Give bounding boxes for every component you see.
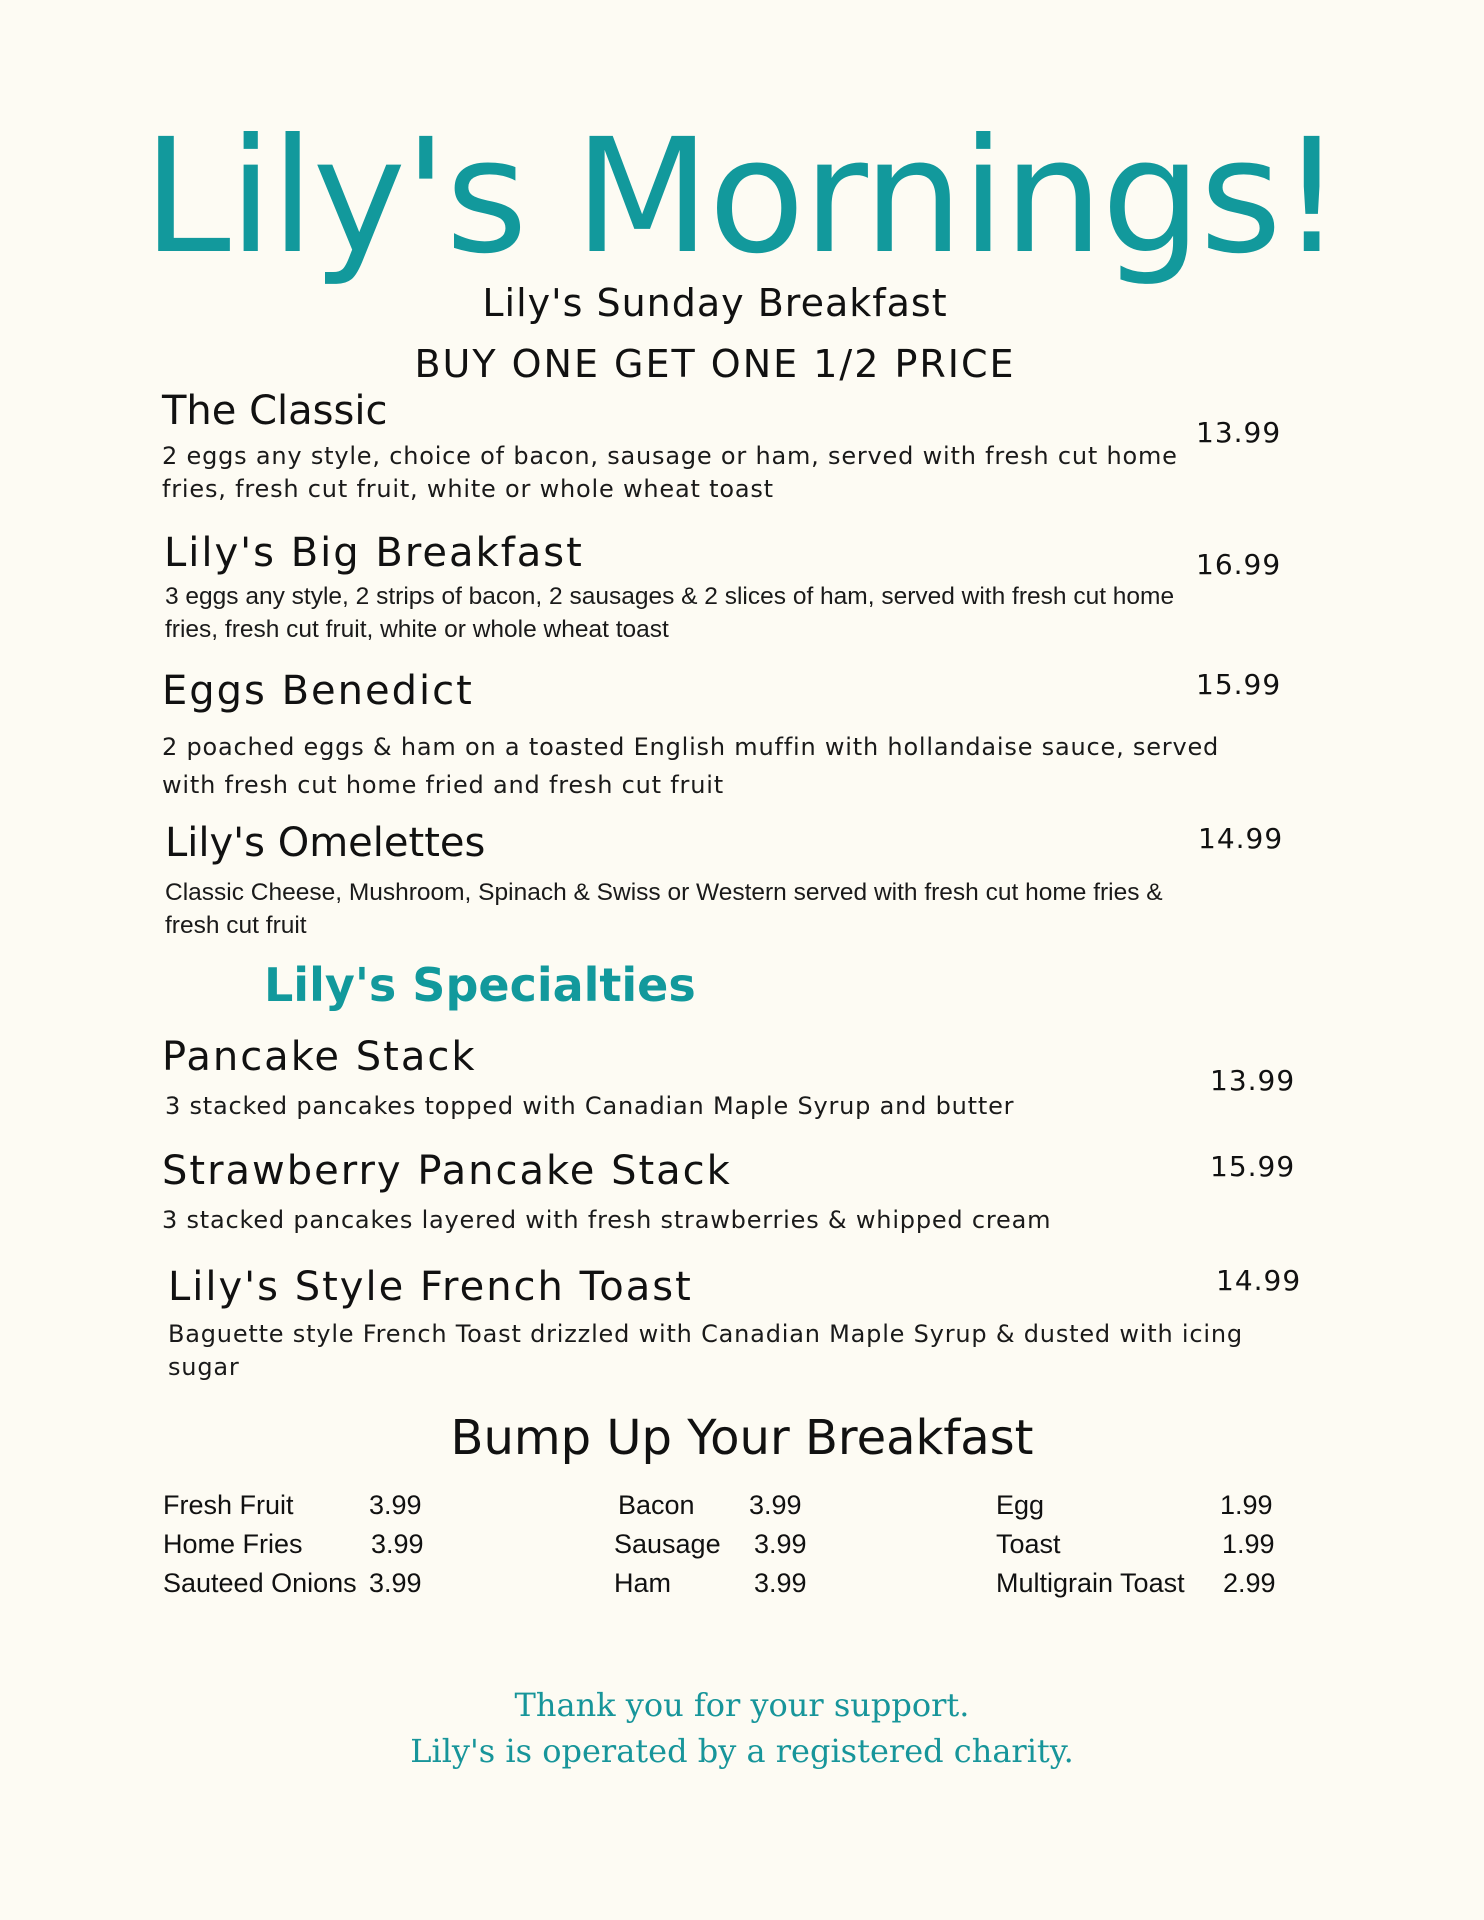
- charity-note: Lily's is operated by a registered charity.: [410, 1732, 1074, 1770]
- item-name: Lily's Big Breakfast: [164, 530, 584, 576]
- extra-item-name: Multigrain Toast: [996, 1568, 1185, 1598]
- extra-item-name: Egg: [996, 1490, 1045, 1520]
- item-name: Eggs Benedict: [162, 668, 474, 714]
- item-price: 16.99: [1196, 548, 1282, 581]
- item-description: 3 stacked pancakes topped with Canadian Maple Syrup and butter: [165, 1092, 1015, 1120]
- item-name: Lily's Omelettes: [165, 820, 486, 866]
- extra-item-name: Ham: [614, 1568, 672, 1598]
- item-description: Classic Cheese, Mushroom, Spinach & Swiss or Western served with fresh cut home fries & fresh cut fruit: [165, 879, 1163, 939]
- item-price: 14.99: [1216, 1264, 1302, 1297]
- extra-item-name: Bacon: [618, 1490, 695, 1520]
- item-name: Pancake Stack: [162, 1034, 477, 1080]
- extra-item-price: 1.99: [1220, 1490, 1273, 1520]
- item-name: The Classic: [162, 388, 388, 434]
- item-description: 2 poached eggs & ham on a toasted English muffin with hollandaise sauce, served with fresh cut home fried and fresh cut fruit: [162, 733, 1220, 799]
- item-description: 3 stacked pancakes layered with fresh strawberries & whipped cream: [162, 1206, 1052, 1234]
- item-price: 15.99: [1196, 668, 1282, 701]
- item-price: 13.99: [1210, 1064, 1296, 1097]
- menu-subtitle: Lily's Sunday Breakfast: [482, 281, 948, 325]
- promo-text: BUY ONE GET ONE 1/2 PRICE: [414, 342, 1016, 386]
- menu-title: Lily's Mornings!: [142, 105, 1342, 289]
- extra-item-price: 3.99: [371, 1529, 424, 1559]
- item-description: 2 eggs any style, choice of bacon, sausage or ham, served with fresh cut home fries, fresh cut fruit, white or whole wheat toast: [162, 442, 1178, 503]
- extra-item-name: Sausage: [614, 1529, 721, 1559]
- extra-item-price: 3.99: [754, 1568, 807, 1598]
- specialties-heading: Lily's Specialties: [264, 958, 696, 1012]
- extra-item-price: 3.99: [749, 1490, 802, 1520]
- extra-item-name: Toast: [996, 1529, 1061, 1559]
- item-price: 13.99: [1196, 416, 1282, 449]
- extra-item-price: 3.99: [754, 1529, 807, 1559]
- extra-item-name: Sauteed Onions: [163, 1568, 357, 1598]
- item-price: 14.99: [1198, 822, 1284, 855]
- item-description: 3 eggs any style, 2 strips of bacon, 2 sausages & 2 slices of ham, served with fresh cut home fries, fresh cut fruit, white or whole wheat toast: [165, 583, 1175, 643]
- thank-you-line: Thank you for your support.: [514, 1686, 970, 1724]
- extra-item-name: Home Fries: [163, 1529, 303, 1559]
- extra-item-price: 1.99: [1222, 1529, 1275, 1559]
- item-name: Strawberry Pancake Stack: [162, 1148, 732, 1194]
- extras-heading: Bump Up Your Breakfast: [450, 1410, 1034, 1466]
- item-price: 15.99: [1210, 1150, 1296, 1183]
- extra-item-price: 3.99: [369, 1490, 422, 1520]
- item-description: Baguette style French Toast drizzled with Canadian Maple Syrup & dusted with icing sugar: [168, 1320, 1243, 1381]
- extra-item-price: 3.99: [369, 1568, 422, 1598]
- item-name: Lily's Style French Toast: [168, 1264, 693, 1310]
- extra-item-name: Fresh Fruit: [163, 1490, 294, 1520]
- extra-item-price: 2.99: [1223, 1568, 1276, 1598]
